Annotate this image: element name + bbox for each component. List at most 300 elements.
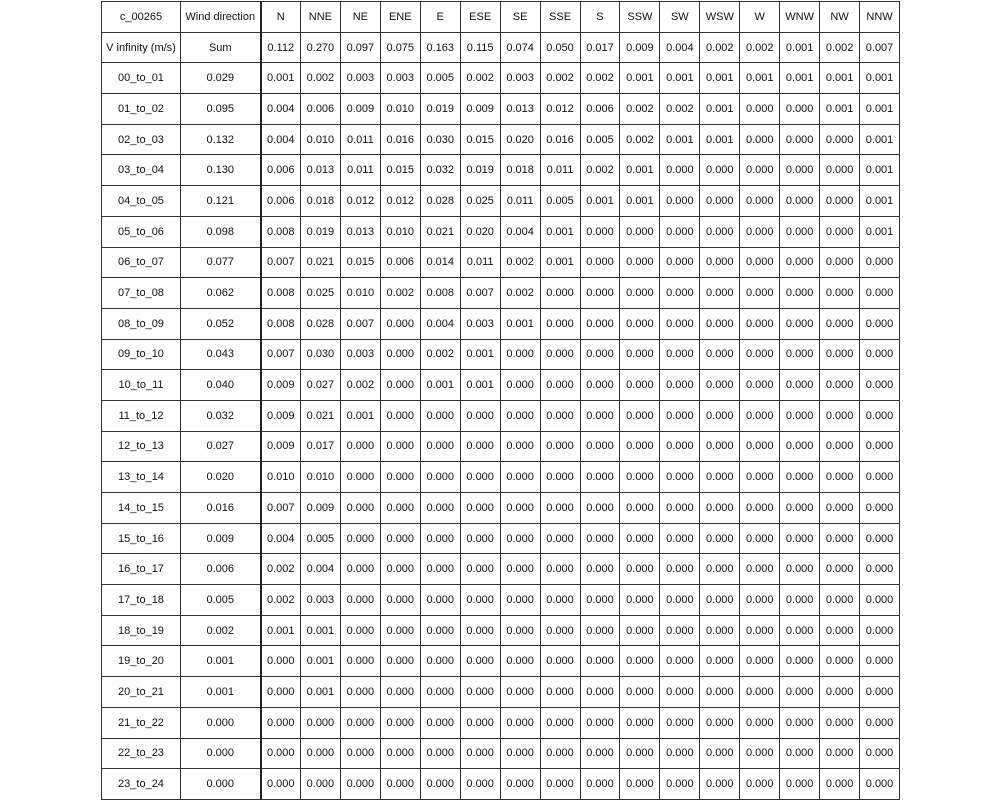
frequency-cell: 0.000	[620, 707, 660, 738]
frequency-cell: 0.000	[540, 523, 580, 554]
frequency-cell: 0.000	[860, 707, 900, 738]
frequency-cell: 0.000	[820, 370, 860, 401]
frequency-cell: 0.002	[460, 63, 500, 94]
frequency-cell: 0.000	[540, 370, 580, 401]
direction-header-cell: W	[740, 2, 780, 33]
frequency-cell: 0.000	[660, 216, 700, 247]
frequency-cell: 0.000	[580, 493, 620, 524]
frequency-cell: 0.000	[820, 585, 860, 616]
frequency-cell: 0.002	[300, 63, 340, 94]
frequency-cell: 0.013	[500, 94, 540, 125]
frequency-cell: 0.000	[740, 308, 780, 339]
frequency-cell: 0.019	[460, 155, 500, 186]
frequency-cell: 0.000	[740, 677, 780, 708]
frequency-cell: 0.000	[860, 615, 900, 646]
frequency-cell: 0.000	[540, 738, 580, 769]
frequency-cell: 0.000	[580, 216, 620, 247]
frequency-cell: 0.012	[340, 186, 380, 217]
frequency-cell: 0.000	[620, 677, 660, 708]
row-sum-cell: 0.032	[181, 400, 261, 431]
frequency-cell: 0.000	[700, 462, 740, 493]
speed-bin-label: 20_to_21	[102, 677, 181, 708]
frequency-cell: 0.009	[300, 493, 340, 524]
frequency-cell: 0.025	[300, 278, 340, 309]
frequency-cell: 0.000	[700, 278, 740, 309]
direction-header-cell: S	[580, 2, 620, 33]
frequency-cell: 0.000	[740, 186, 780, 217]
frequency-cell: 0.000	[580, 615, 620, 646]
speed-bin-label: 22_to_23	[102, 738, 181, 769]
frequency-cell: 0.007	[340, 308, 380, 339]
frequency-cell: 0.013	[340, 216, 380, 247]
speed-bin-label: 21_to_22	[102, 707, 181, 738]
frequency-cell: 0.000	[780, 646, 820, 677]
row-sum-cell: 0.130	[181, 155, 261, 186]
frequency-cell: 0.017	[300, 431, 340, 462]
row-sum-cell: 0.002	[181, 615, 261, 646]
frequency-cell: 0.000	[540, 339, 580, 370]
table-row	[102, 400, 900, 431]
speed-bin-label: 06_to_07	[102, 247, 181, 278]
frequency-cell: 0.000	[420, 707, 460, 738]
table-body	[102, 2, 900, 800]
direction-total-cell: 0.001	[780, 32, 820, 63]
frequency-cell: 0.001	[700, 94, 740, 125]
frequency-cell: 0.001	[300, 615, 340, 646]
frequency-cell: 0.000	[700, 769, 740, 800]
table-row	[102, 585, 900, 616]
frequency-cell: 0.000	[660, 278, 700, 309]
frequency-cell: 0.000	[860, 738, 900, 769]
direction-total-cell: 0.074	[500, 32, 540, 63]
frequency-cell: 0.000	[660, 677, 700, 708]
frequency-cell: 0.000	[820, 431, 860, 462]
frequency-cell: 0.000	[660, 462, 700, 493]
frequency-cell: 0.001	[620, 155, 660, 186]
row-sum-cell: 0.009	[181, 523, 261, 554]
row-sum-cell: 0.001	[181, 677, 261, 708]
frequency-cell: 0.000	[620, 554, 660, 585]
frequency-cell: 0.025	[460, 186, 500, 217]
frequency-cell: 0.000	[660, 615, 700, 646]
frequency-cell: 0.000	[860, 585, 900, 616]
frequency-cell: 0.000	[740, 400, 780, 431]
frequency-cell: 0.000	[500, 400, 540, 431]
frequency-cell: 0.000	[500, 707, 540, 738]
frequency-cell: 0.000	[700, 400, 740, 431]
frequency-cell: 0.000	[660, 247, 700, 278]
frequency-cell: 0.006	[580, 94, 620, 125]
frequency-cell: 0.000	[500, 339, 540, 370]
frequency-cell: 0.000	[780, 769, 820, 800]
frequency-cell: 0.016	[540, 124, 580, 155]
speed-header: V infinity (m/s)	[102, 32, 181, 63]
frequency-cell: 0.000	[780, 738, 820, 769]
frequency-cell: 0.000	[500, 493, 540, 524]
frequency-cell: 0.000	[780, 400, 820, 431]
table-row	[102, 769, 900, 800]
frequency-cell: 0.000	[500, 554, 540, 585]
frequency-cell: 0.000	[820, 155, 860, 186]
frequency-cell: 0.000	[460, 493, 500, 524]
frequency-cell: 0.009	[460, 94, 500, 125]
frequency-cell: 0.001	[780, 63, 820, 94]
table-row	[102, 431, 900, 462]
frequency-cell: 0.000	[820, 216, 860, 247]
frequency-cell: 0.000	[820, 493, 860, 524]
frequency-cell: 0.000	[340, 431, 380, 462]
frequency-cell: 0.012	[380, 186, 420, 217]
frequency-cell: 0.000	[660, 769, 700, 800]
frequency-cell: 0.000	[740, 278, 780, 309]
table-row	[102, 370, 900, 401]
frequency-cell: 0.000	[660, 493, 700, 524]
frequency-cell: 0.008	[261, 216, 301, 247]
frequency-cell: 0.000	[820, 308, 860, 339]
frequency-cell: 0.030	[300, 339, 340, 370]
sum-header: Sum	[181, 32, 261, 63]
frequency-cell: 0.001	[261, 63, 301, 94]
frequency-cell: 0.000	[780, 278, 820, 309]
frequency-cell: 0.000	[420, 677, 460, 708]
frequency-cell: 0.000	[460, 677, 500, 708]
frequency-cell: 0.001	[700, 63, 740, 94]
frequency-cell: 0.000	[740, 554, 780, 585]
frequency-cell: 0.010	[380, 216, 420, 247]
direction-total-cell: 0.163	[420, 32, 460, 63]
frequency-cell: 0.019	[300, 216, 340, 247]
frequency-cell: 0.005	[580, 124, 620, 155]
direction-header-cell: SE	[500, 2, 540, 33]
frequency-cell: 0.000	[380, 677, 420, 708]
speed-bin-label: 15_to_16	[102, 523, 181, 554]
frequency-cell: 0.000	[580, 247, 620, 278]
frequency-cell: 0.000	[460, 738, 500, 769]
table-row	[102, 308, 900, 339]
frequency-cell: 0.000	[740, 247, 780, 278]
frequency-cell: 0.000	[261, 707, 301, 738]
frequency-cell: 0.000	[660, 585, 700, 616]
table-row	[102, 94, 900, 125]
frequency-cell: 0.000	[820, 339, 860, 370]
speed-bin-label: 08_to_09	[102, 308, 181, 339]
frequency-cell: 0.015	[380, 155, 420, 186]
frequency-cell: 0.000	[620, 216, 660, 247]
frequency-cell: 0.000	[580, 400, 620, 431]
frequency-cell: 0.000	[540, 769, 580, 800]
frequency-cell: 0.000	[620, 247, 660, 278]
frequency-cell: 0.000	[820, 400, 860, 431]
frequency-cell: 0.000	[380, 308, 420, 339]
direction-header-cell: WSW	[700, 2, 740, 33]
frequency-cell: 0.021	[420, 216, 460, 247]
frequency-cell: 0.001	[820, 63, 860, 94]
direction-header-cell: NW	[820, 2, 860, 33]
frequency-cell: 0.000	[780, 155, 820, 186]
frequency-cell: 0.000	[380, 738, 420, 769]
frequency-cell: 0.000	[700, 370, 740, 401]
speed-bin-label: 00_to_01	[102, 63, 181, 94]
frequency-cell: 0.000	[740, 339, 780, 370]
frequency-cell: 0.000	[500, 431, 540, 462]
table-row	[102, 462, 900, 493]
frequency-cell: 0.000	[500, 738, 540, 769]
frequency-cell: 0.000	[860, 278, 900, 309]
frequency-cell: 0.000	[380, 554, 420, 585]
frequency-cell: 0.000	[740, 615, 780, 646]
frequency-cell: 0.001	[540, 216, 580, 247]
frequency-cell: 0.001	[740, 63, 780, 94]
row-sum-cell: 0.027	[181, 431, 261, 462]
row-sum-cell: 0.121	[181, 186, 261, 217]
frequency-cell: 0.000	[580, 370, 620, 401]
frequency-cell: 0.000	[780, 554, 820, 585]
frequency-cell: 0.011	[500, 186, 540, 217]
frequency-cell: 0.000	[580, 278, 620, 309]
direction-total-cell: 0.002	[820, 32, 860, 63]
frequency-cell: 0.000	[700, 738, 740, 769]
frequency-cell: 0.015	[460, 124, 500, 155]
frequency-cell: 0.020	[460, 216, 500, 247]
direction-total-cell: 0.270	[300, 32, 340, 63]
direction-header-cell: E	[420, 2, 460, 33]
frequency-cell: 0.000	[780, 370, 820, 401]
frequency-cell: 0.002	[340, 370, 380, 401]
table-row	[102, 155, 900, 186]
frequency-cell: 0.000	[620, 431, 660, 462]
frequency-cell: 0.000	[580, 677, 620, 708]
row-sum-cell: 0.006	[181, 554, 261, 585]
row-sum-cell: 0.000	[181, 707, 261, 738]
frequency-cell: 0.011	[340, 124, 380, 155]
frequency-cell: 0.000	[780, 707, 820, 738]
frequency-cell: 0.000	[820, 646, 860, 677]
speed-bin-label: 14_to_15	[102, 493, 181, 524]
frequency-cell: 0.000	[660, 523, 700, 554]
frequency-cell: 0.000	[660, 554, 700, 585]
frequency-cell: 0.000	[620, 339, 660, 370]
frequency-cell: 0.003	[340, 339, 380, 370]
frequency-cell: 0.007	[261, 493, 301, 524]
frequency-cell: 0.000	[340, 646, 380, 677]
frequency-cell: 0.000	[780, 615, 820, 646]
direction-header-cell: ENE	[380, 2, 420, 33]
frequency-cell: 0.000	[700, 155, 740, 186]
frequency-cell: 0.000	[340, 523, 380, 554]
frequency-cell: 0.000	[660, 155, 700, 186]
frequency-cell: 0.000	[700, 308, 740, 339]
frequency-cell: 0.000	[860, 370, 900, 401]
frequency-cell: 0.001	[620, 63, 660, 94]
frequency-cell: 0.002	[380, 278, 420, 309]
speed-bin-label: 09_to_10	[102, 339, 181, 370]
frequency-cell: 0.000	[700, 247, 740, 278]
frequency-cell: 0.000	[700, 216, 740, 247]
frequency-cell: 0.000	[580, 554, 620, 585]
frequency-cell: 0.000	[580, 431, 620, 462]
frequency-cell: 0.000	[780, 431, 820, 462]
frequency-cell: 0.000	[540, 677, 580, 708]
frequency-cell: 0.000	[740, 370, 780, 401]
table-row	[102, 216, 900, 247]
frequency-cell: 0.000	[500, 462, 540, 493]
frequency-cell: 0.000	[860, 339, 900, 370]
wind-frequency-table	[101, 1, 900, 800]
frequency-cell: 0.000	[820, 615, 860, 646]
frequency-cell: 0.001	[700, 124, 740, 155]
direction-header-cell: NNE	[300, 2, 340, 33]
frequency-cell: 0.006	[261, 155, 301, 186]
frequency-cell: 0.000	[700, 554, 740, 585]
frequency-cell: 0.000	[580, 308, 620, 339]
speed-bin-label: 10_to_11	[102, 370, 181, 401]
frequency-cell: 0.000	[460, 462, 500, 493]
frequency-cell: 0.000	[860, 677, 900, 708]
frequency-cell: 0.003	[460, 308, 500, 339]
speed-bin-label: 12_to_13	[102, 431, 181, 462]
frequency-cell: 0.000	[380, 585, 420, 616]
frequency-cell: 0.000	[380, 707, 420, 738]
frequency-cell: 0.000	[660, 738, 700, 769]
frequency-cell: 0.000	[780, 523, 820, 554]
frequency-cell: 0.000	[500, 769, 540, 800]
frequency-cell: 0.004	[300, 554, 340, 585]
row-sum-cell: 0.020	[181, 462, 261, 493]
frequency-cell: 0.000	[820, 677, 860, 708]
frequency-cell: 0.000	[380, 400, 420, 431]
frequency-cell: 0.011	[540, 155, 580, 186]
row-sum-cell: 0.000	[181, 738, 261, 769]
frequency-cell: 0.000	[620, 738, 660, 769]
frequency-cell: 0.000	[780, 462, 820, 493]
frequency-cell: 0.032	[420, 155, 460, 186]
frequency-cell: 0.000	[820, 707, 860, 738]
direction-total-cell: 0.115	[460, 32, 500, 63]
table-row	[102, 339, 900, 370]
frequency-cell: 0.000	[261, 646, 301, 677]
speed-bin-label: 18_to_19	[102, 615, 181, 646]
frequency-cell: 0.000	[620, 400, 660, 431]
frequency-cell: 0.000	[540, 400, 580, 431]
frequency-cell: 0.000	[780, 308, 820, 339]
frequency-cell: 0.001	[860, 124, 900, 155]
frequency-cell: 0.000	[620, 370, 660, 401]
frequency-cell: 0.000	[740, 216, 780, 247]
direction-header-cell: SSE	[540, 2, 580, 33]
frequency-cell: 0.000	[820, 247, 860, 278]
frequency-cell: 0.002	[420, 339, 460, 370]
frequency-cell: 0.002	[620, 94, 660, 125]
frequency-cell: 0.005	[540, 186, 580, 217]
frequency-cell: 0.000	[740, 124, 780, 155]
table-row	[102, 707, 900, 738]
speed-bin-label: 02_to_03	[102, 124, 181, 155]
table-row	[102, 554, 900, 585]
frequency-cell: 0.000	[740, 769, 780, 800]
frequency-cell: 0.001	[540, 247, 580, 278]
frequency-cell: 0.002	[500, 247, 540, 278]
frequency-cell: 0.018	[300, 186, 340, 217]
frequency-cell: 0.000	[460, 769, 500, 800]
frequency-cell: 0.000	[420, 769, 460, 800]
frequency-cell: 0.009	[261, 431, 301, 462]
table-row	[102, 124, 900, 155]
direction-header-cell: NNW	[860, 2, 900, 33]
table-row	[102, 247, 900, 278]
speed-bin-label: 03_to_04	[102, 155, 181, 186]
frequency-cell: 0.000	[460, 585, 500, 616]
frequency-cell: 0.000	[860, 769, 900, 800]
frequency-cell: 0.000	[580, 646, 620, 677]
speed-bin-label: 11_to_12	[102, 400, 181, 431]
frequency-cell: 0.000	[420, 554, 460, 585]
frequency-cell: 0.000	[580, 339, 620, 370]
frequency-cell: 0.001	[860, 94, 900, 125]
direction-header-cell: WNW	[780, 2, 820, 33]
frequency-cell: 0.000	[820, 554, 860, 585]
frequency-cell: 0.000	[540, 308, 580, 339]
frequency-cell: 0.000	[660, 186, 700, 217]
row-sum-cell: 0.132	[181, 124, 261, 155]
frequency-cell: 0.000	[420, 462, 460, 493]
frequency-cell: 0.001	[460, 339, 500, 370]
row-sum-cell: 0.029	[181, 63, 261, 94]
frequency-cell: 0.000	[860, 431, 900, 462]
frequency-cell: 0.000	[500, 523, 540, 554]
frequency-cell: 0.000	[540, 278, 580, 309]
frequency-cell: 0.000	[580, 769, 620, 800]
frequency-cell: 0.000	[500, 646, 540, 677]
frequency-cell: 0.000	[580, 585, 620, 616]
frequency-cell: 0.001	[660, 124, 700, 155]
frequency-cell: 0.000	[820, 523, 860, 554]
frequency-cell: 0.000	[540, 585, 580, 616]
direction-total-cell: 0.004	[660, 32, 700, 63]
frequency-cell: 0.000	[380, 462, 420, 493]
row-sum-cell: 0.040	[181, 370, 261, 401]
direction-header-cell: SW	[660, 2, 700, 33]
frequency-cell: 0.000	[580, 523, 620, 554]
frequency-cell: 0.004	[261, 94, 301, 125]
frequency-cell: 0.000	[420, 431, 460, 462]
row-sum-cell: 0.043	[181, 339, 261, 370]
frequency-cell: 0.008	[420, 278, 460, 309]
frequency-cell: 0.001	[300, 677, 340, 708]
direction-header-cell: SSW	[620, 2, 660, 33]
direction-total-cell: 0.097	[340, 32, 380, 63]
frequency-cell: 0.007	[460, 278, 500, 309]
frequency-cell: 0.000	[540, 707, 580, 738]
frequency-cell: 0.000	[340, 462, 380, 493]
row-sum-cell: 0.000	[181, 769, 261, 800]
frequency-cell: 0.000	[500, 677, 540, 708]
frequency-cell: 0.000	[860, 247, 900, 278]
frequency-cell: 0.000	[860, 462, 900, 493]
table-row	[102, 677, 900, 708]
frequency-cell: 0.000	[860, 493, 900, 524]
frequency-cell: 0.002	[540, 63, 580, 94]
frequency-cell: 0.000	[740, 94, 780, 125]
frequency-cell: 0.000	[740, 155, 780, 186]
frequency-cell: 0.000	[580, 462, 620, 493]
frequency-cell: 0.000	[660, 431, 700, 462]
frequency-cell: 0.012	[540, 94, 580, 125]
frequency-cell: 0.000	[700, 585, 740, 616]
table-row	[102, 493, 900, 524]
frequency-cell: 0.007	[261, 339, 301, 370]
frequency-cell: 0.000	[300, 738, 340, 769]
frequency-cell: 0.018	[500, 155, 540, 186]
